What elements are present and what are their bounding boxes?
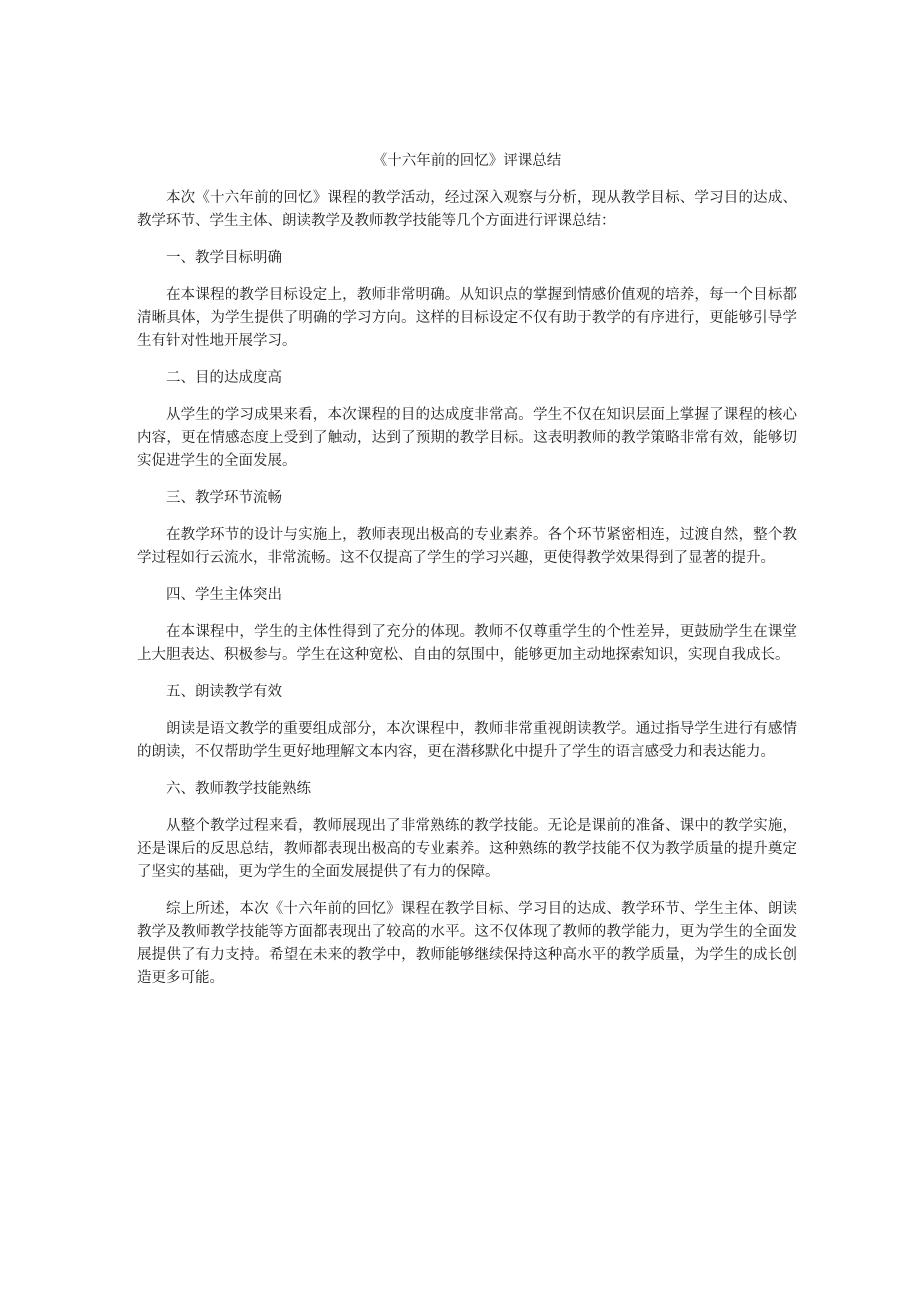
section-heading-1: 一、教学目标明确 [166, 250, 282, 266]
section-heading-6: 六、教师教学技能熟练 [166, 781, 311, 797]
section-heading-3: 三、教学环节流畅 [166, 490, 282, 506]
section-body-4: 在本课程中，学生的主体性得到了充分的体现。教师不仅尊重学生的个性差异，更鼓励学生在课堂上大胆表达、积极参与。学生在这种宽松、自由的氛围中，能够更加主动地探索知识，实现自我成长。 [137, 624, 797, 663]
document-body [137, 150, 797, 1004]
section-body-1: 在本课程的教学目标设定上，教师非常明确。从知识点的掌握到情感价值观的培养，每一个目标都清晰具体，为学生提供了明确的学习方向。这样的目标设定不仅有助于教学的有序进行，更能够引导学生有针对性地开展学习。 [137, 287, 797, 349]
section-body-5: 朗读是语文教学的重要组成部分，本次课程中，教师非常重视朗读教学。通过指导学生进行有感情的朗读，不仅帮助学生更好地理解文本内容，更在潜移默化中提升了学生的语言感受力和表达能力。 [137, 721, 797, 760]
section-heading-4: 四、学生主体突出 [166, 587, 282, 603]
section-body-2: 从学生的学习成果来看，本次课程的目的达成度非常高。学生不仅在知识层面上掌握了课程的核心内容，更在情感态度上受到了触动，达到了预期的教学目标。这表明教师的教学策略非常有效，能够切实促进学生的全面发展。 [137, 407, 797, 469]
document-title: 《十六年前的回忆》评课总结 [372, 153, 562, 169]
section-heading-2: 二、目的达成度高 [166, 370, 282, 386]
section-heading-5: 五、朗读教学有效 [166, 684, 282, 700]
section-body-3: 在教学环节的设计与实施上，教师表现出极高的专业素养。各个环节紧密相连，过渡自然，整个教学过程如行云流水，非常流畅。这不仅提高了学生的学习兴趣，更使得教学效果得到了显著的提升。 [137, 527, 797, 566]
intro-paragraph: 本次《十六年前的回忆》课程的教学活动，经过深入观察与分析，现从教学目标、学习目的达成、教学环节、学生主体、朗读教学及教师教学技能等几个方面进行评课总结： [137, 190, 797, 229]
conclusion-paragraph: 综上所述，本次《十六年前的回忆》课程在教学目标、学习目的达成、教学环节、学生主体、朗读教学及教师教学技能等方面都表现出了较高的水平。这不仅体现了教师的教学能力，更为学生的全面发展提供了有力支持。希望在未来的教学中，教师能够继续保持这种高水平的教学质量，为学生的成长创造更多可能。 [137, 901, 797, 986]
section-body-6: 从整个教学过程来看，教师展现出了非常熟练的教学技能。无论是课前的准备、课中的教学实施，还是课后的反思总结，教师都表现出极高的专业素养。这种熟练的教学技能不仅为教学质量的提升奠定了坚实的基础，更为学生的全面发展提供了有力的保障。 [137, 818, 797, 880]
